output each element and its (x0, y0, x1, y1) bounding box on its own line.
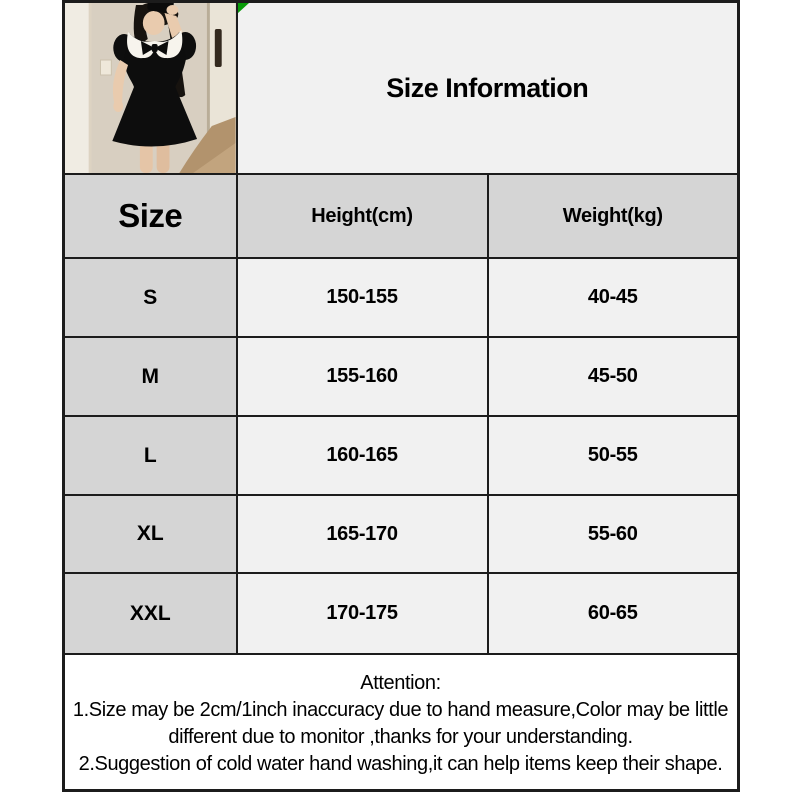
weight-value: 55-60 (488, 495, 739, 573)
weight-value: 45-50 (488, 337, 739, 416)
column-header-size: Size (64, 174, 237, 258)
height-value: 155-160 (237, 337, 488, 416)
height-value: 160-165 (237, 416, 488, 495)
table-row-xl (64, 495, 739, 573)
product-photo-cell (64, 2, 237, 175)
title-cell (237, 2, 739, 175)
attention-block (65, 667, 737, 778)
attention-heading: Attention: (360, 671, 441, 694)
size-label: XXL (64, 573, 237, 654)
product-photo (65, 3, 236, 173)
header-row (64, 174, 739, 258)
attention-note-2: 2.Suggestion of cold water hand washing,it can help items keep their shape. (78, 752, 723, 775)
height-value: 170-175 (237, 573, 488, 654)
weight-value: 60-65 (488, 573, 739, 654)
green-corner-flag-icon (238, 3, 249, 13)
attention-cell (64, 654, 739, 791)
table-row-s (64, 258, 739, 337)
height-value: 150-155 (237, 258, 488, 337)
size-label: L (64, 416, 237, 495)
attention-row (64, 654, 739, 791)
height-value: 165-170 (237, 495, 488, 573)
size-label: S (64, 258, 237, 337)
page-title: Size Information (386, 72, 589, 103)
weight-value: 50-55 (488, 416, 739, 495)
weight-value: 40-45 (488, 258, 739, 337)
table-row-m (64, 337, 739, 416)
column-header-height: Height(cm) (237, 174, 488, 258)
table-row-l (64, 416, 739, 495)
column-header-weight: Weight(kg) (488, 174, 739, 258)
attention-note-1: 1.Size may be 2cm/1inch inaccuracy due to hand measure,Color may be little different due to monitor ,thanks for your understanding. (72, 698, 729, 748)
top-row (64, 2, 739, 175)
size-chart-table (62, 0, 740, 792)
table-row-xxl (64, 573, 739, 654)
size-label: XL (64, 495, 237, 573)
size-label: M (64, 337, 237, 416)
